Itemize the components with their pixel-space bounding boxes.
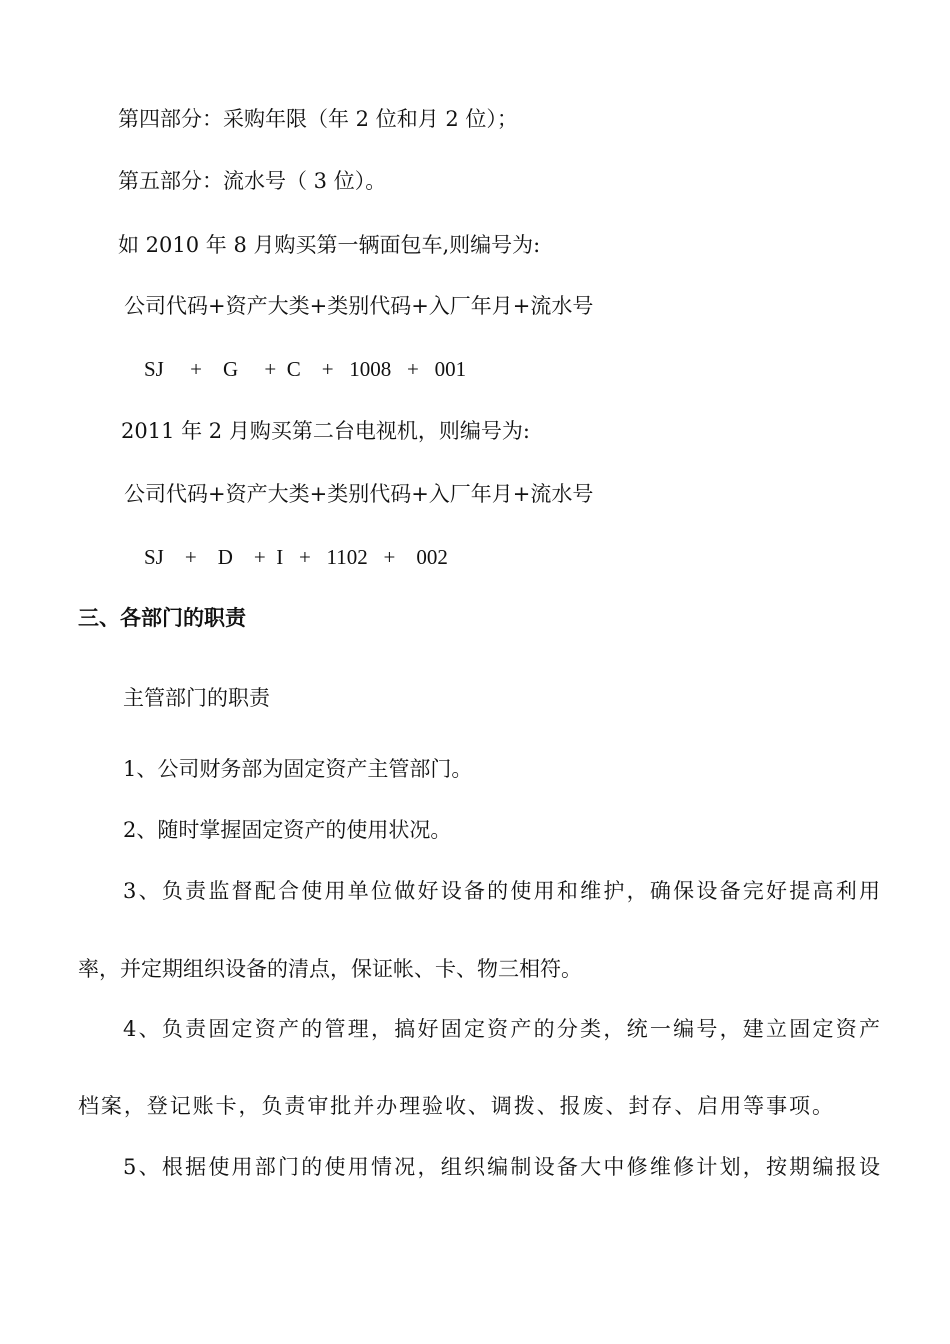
para-part-four: 第四部分：采购年限（年 2 位和月 2 位）； (118, 107, 518, 131)
list-item: 3、负责监督配合使用单位做好设备的使用和维护，确保设备完好提高利用 (123, 879, 880, 903)
list-item: 5、根据使用部门的使用情况，组织编制设备大中修维修计划，按期编报设 (123, 1155, 880, 1179)
list-item-continuation: 档案，登记账卡，负责审批并办理验收、调拨、报废、封存、启用等事项。 (78, 1094, 833, 1118)
para-code-formula-one: 公司代码+资产大类+类别代码+入厂年月+流水号 (124, 294, 594, 318)
para-code-example-two: SJ + D + I + 1102 + 002 (144, 545, 448, 569)
list-item-continuation: 率，并定期组织设备的清点，保证帐、卡、物三相符。 (78, 957, 582, 981)
list-item: 2、随时掌握固定资产的使用状况。 (123, 818, 452, 842)
section-heading: 三、各部门的职责 (78, 606, 246, 630)
subheading: 主管部门的职责 (123, 686, 270, 710)
list-item: 1、公司财务部为固定资产主管部门。 (123, 757, 473, 781)
para-part-five: 第五部分：流水号（ 3 位）。 (118, 169, 387, 193)
para-example-two-intro: 2011 年 2 月购买第二台电视机，则编号为: (121, 419, 530, 443)
para-example-one-intro: 如 2010 年 8 月购买第一辆面包车,则编号为: (118, 233, 541, 257)
list-item: 4、负责固定资产的管理，搞好固定资产的分类，统一编号，建立固定资产 (123, 1017, 880, 1041)
para-code-formula-two: 公司代码+资产大类+类别代码+入厂年月+流水号 (124, 482, 594, 506)
para-code-example-one: SJ + G + C + 1008 + 001 (144, 357, 467, 381)
